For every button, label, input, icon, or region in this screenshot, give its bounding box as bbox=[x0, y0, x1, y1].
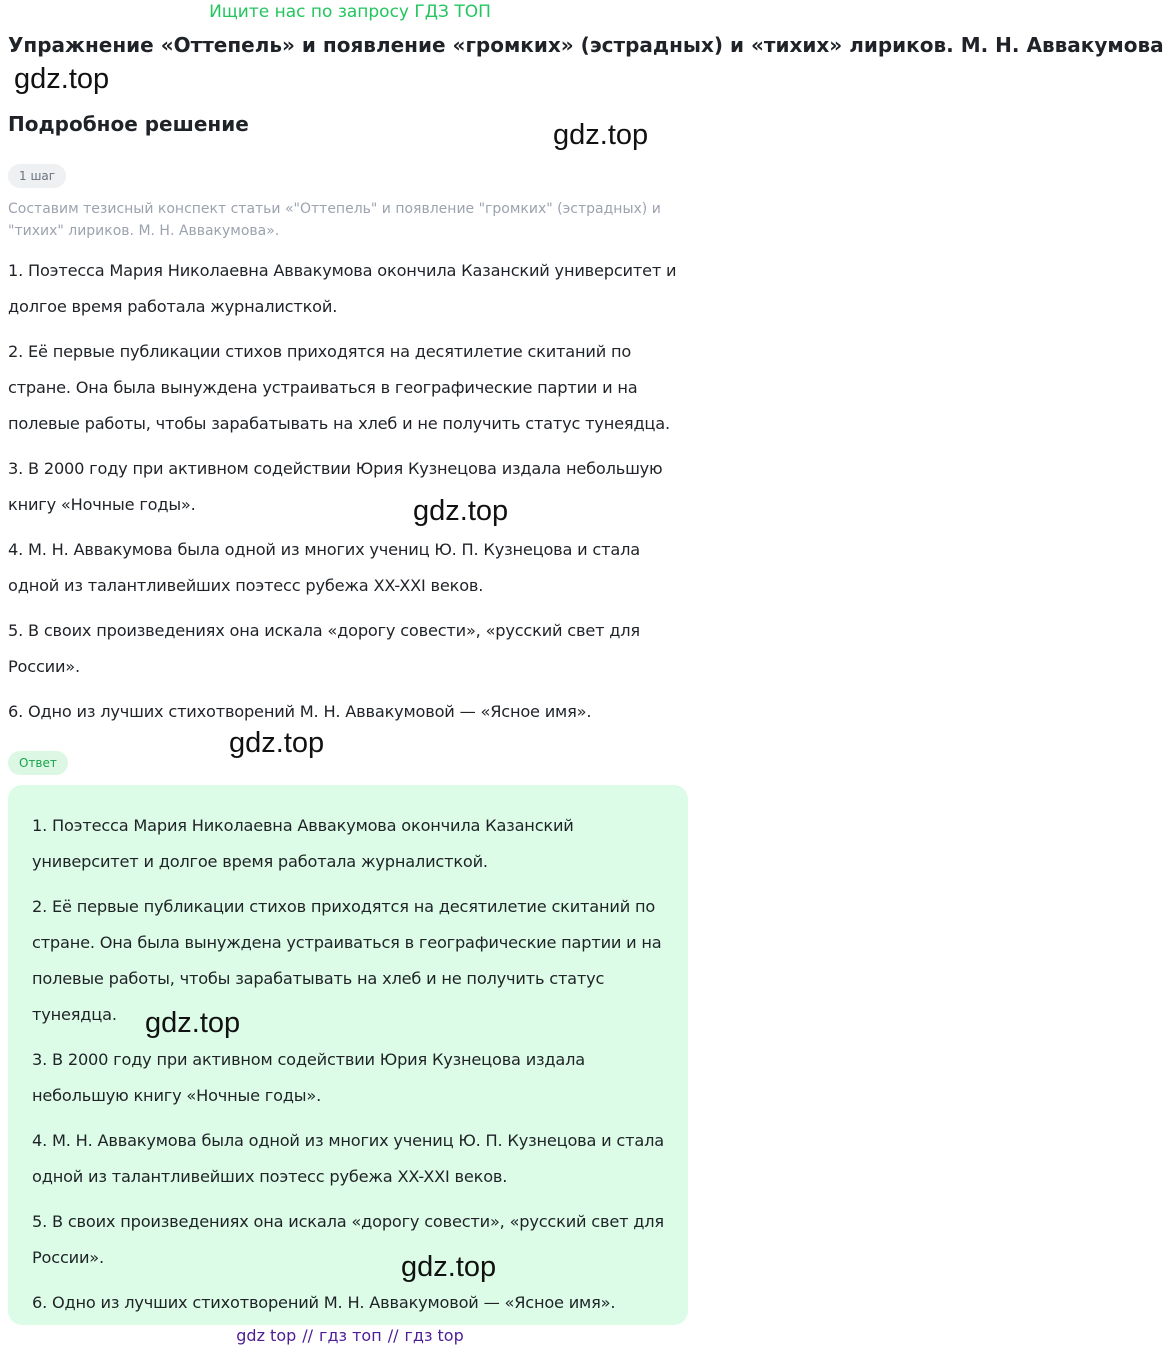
answer-list bbox=[32, 808, 672, 1330]
watermark: gdz.top bbox=[413, 495, 509, 527]
footer-separator: // bbox=[302, 1326, 314, 1345]
list-item: 6. Одно из лучших стихотворений М. Н. Аввакумовой — «Ясное имя». bbox=[32, 1293, 616, 1312]
answer-badge: Ответ bbox=[8, 751, 68, 775]
search-hint-banner: Ищите нас по запросу ГДЗ ТОП bbox=[209, 2, 491, 22]
watermark: gdz.top bbox=[229, 727, 325, 759]
list-item: 4. М. Н. Аввакумова была одной из многих учениц Ю. П. Кузнецова и стала одной из талантливейших поэтесс рубежа XX-XXI веков. bbox=[32, 1131, 664, 1186]
list-item: 1. Поэтесса Мария Николаевна Аввакумова окончила Казанский университет и долгое время работала журналисткой. bbox=[8, 261, 677, 316]
footer-link[interactable]: гдз top bbox=[404, 1326, 464, 1345]
watermark: gdz.top bbox=[14, 63, 110, 95]
list-item: 5. В своих произведениях она искала «дорогу совести», «русский свет для России». bbox=[8, 621, 640, 676]
watermark: gdz.top bbox=[553, 119, 649, 151]
list-item: 2. Её первые публикации стихов приходятся на десятилетие скитаний по стране. Она была вынуждена устраиваться в географические партии и на полевые работы, чтобы зарабатывать на хлеб и не получить статус тунеядца. bbox=[32, 897, 662, 1024]
list-item: 2. Её первые публикации стихов приходятся на десятилетие скитаний по стране. Она была вынуждена устраиваться в географические партии и на полевые работы, чтобы зарабатывать на хлеб и не получить статус тунеядца. bbox=[8, 342, 670, 433]
section-title: Подробное решение bbox=[8, 112, 249, 136]
list-item: 5. В своих произведениях она искала «дорогу совести», «русский свет для России». bbox=[32, 1212, 664, 1267]
solution-intro: Составим тезисный конспект статьи «"Оттепель" и появление "громких" (эстрадных) и "тихих" лириков. М. Н. Аввакумова». bbox=[8, 201, 661, 239]
solution-list bbox=[8, 253, 692, 739]
footer-links bbox=[0, 1325, 700, 1347]
page-title: Упражнение «Оттепель» и появление «громких» (эстрадных) и «тихих» лириков. М. Н. Аввакумова bbox=[8, 33, 1164, 57]
watermark: gdz.top bbox=[401, 1251, 497, 1283]
list-item: 3. В 2000 году при активном содействии Юрия Кузнецова издала небольшую книгу «Ночные годы». bbox=[8, 459, 663, 514]
watermark: gdz.top bbox=[145, 1007, 241, 1039]
step-badge: 1 шаг bbox=[8, 164, 66, 188]
footer-separator: // bbox=[387, 1326, 399, 1345]
list-item: 3. В 2000 году при активном содействии Юрия Кузнецова издала небольшую книгу «Ночные годы». bbox=[32, 1050, 586, 1105]
list-item: 4. М. Н. Аввакумова была одной из многих учениц Ю. П. Кузнецова и стала одной из талантливейших поэтесс рубежа XX-XXI веков. bbox=[8, 540, 640, 595]
list-item: 1. Поэтесса Мария Николаевна Аввакумова окончила Казанский университет и долгое время работала журналисткой. bbox=[32, 816, 574, 871]
list-item: 6. Одно из лучших стихотворений М. Н. Аввакумовой — «Ясное имя». bbox=[8, 702, 592, 721]
footer-link[interactable]: гдз топ bbox=[319, 1326, 382, 1345]
footer-link[interactable]: gdz top bbox=[236, 1326, 297, 1345]
